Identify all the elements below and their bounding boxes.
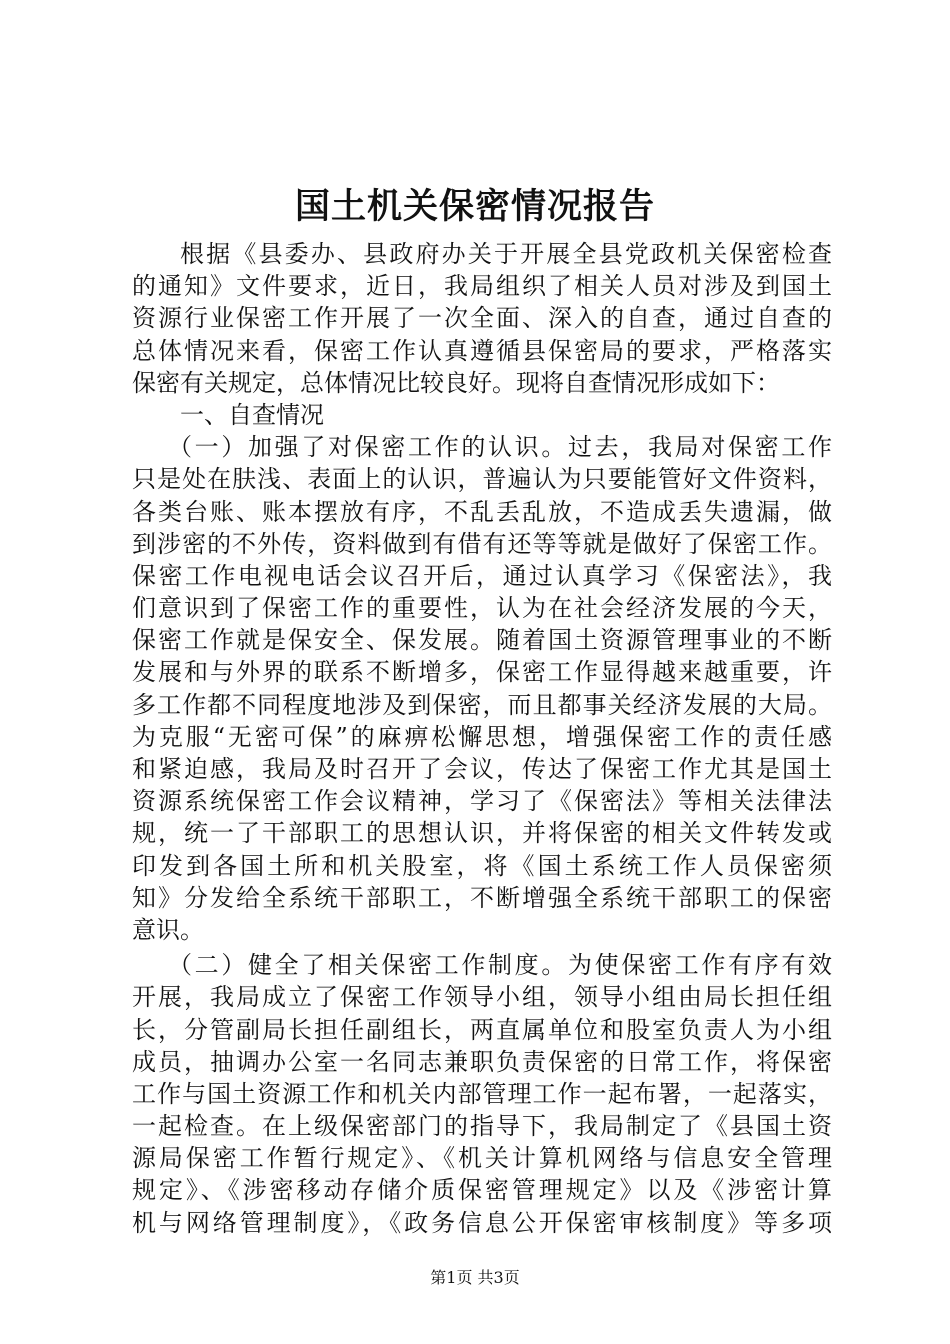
page-footer: 第1页 共3页 [430, 1268, 520, 1287]
text-line: 印发到各国土所和机关股室，将《国土系统工作人员保密须 [132, 851, 832, 880]
text-line: 长，分管副局长担任副组长，两直属单位和股室负责人为小组 [132, 1015, 832, 1044]
text-line: 到涉密的不外传，资料做到有借有还等等就是做好了保密工作。 [132, 529, 832, 558]
text-line: 只是处在肤浅、表面上的认识，普遍认为只要能管好文件资料， [132, 465, 832, 494]
text-line: 知》分发给全系统干部职工，不断增强全系统干部职工的保密 [132, 883, 832, 912]
text-line: 资源行业保密工作开展了一次全面、深入的自查，通过自查的 [132, 304, 832, 333]
text-line: 保密工作电视电话会议召开后，通过认真学习《保密法》，我 [132, 561, 832, 590]
document-title: 国土机关保密情况报告 [294, 186, 655, 227]
text-line: 为克服“无密可保”的麻痹松懈思想，增强保密工作的责任感 [132, 722, 832, 751]
section-heading: 一、自查情况 [180, 400, 324, 429]
text-line: 发展和与外界的联系不断增多，保密工作显得越来越重要，许 [132, 658, 832, 687]
text-line: 机与网络管理制度》，《政务信息公开保密审核制度》等多项 [132, 1208, 832, 1237]
text-line: 根据《县委办、县政府办关于开展全县党政机关保密检查 [180, 240, 832, 268]
text-line: （一）加强了对保密工作的认识。过去，我局对保密工作 [168, 433, 832, 462]
text-line: 和紧迫感，我局及时召开了会议，传达了保密工作尤其是国土 [132, 755, 832, 783]
text-line: 们意识到了保密工作的重要性，认为在社会经济发展的今天， [132, 594, 832, 623]
text-line: 总体情况来看，保密工作认真遵循县保密局的要求，严格落实 [132, 336, 832, 365]
text-line: 资源系统保密工作会议精神，学习了《保密法》等相关法律法 [132, 787, 832, 816]
text-line: 规，统一了干部职工的思想认识，并将保密的相关文件转发或 [132, 819, 832, 848]
text-line: 多工作都不同程度地涉及到保密，而且都事关经济发展的大局。 [132, 690, 832, 719]
text-line: （二）健全了相关保密工作制度。为使保密工作有序有效 [168, 951, 832, 980]
text-line: 规定》、《涉密移动存储介质保密管理规定》以及《涉密计算 [132, 1176, 832, 1205]
text-line: 一起检查。在上级保密部门的指导下，我局制定了《县国土资 [132, 1112, 832, 1141]
text-line: 意识。 [132, 915, 204, 944]
text-line: 各类台账、账本摆放有序，不乱丢乱放，不造成丢失遗漏，做 [132, 497, 832, 526]
text-line: 保密工作就是保安全、保发展。随着国土资源管理事业的不断 [132, 626, 832, 655]
text-line: 开展，我局成立了保密工作领导小组，领导小组由局长担任组 [132, 983, 832, 1012]
text-line: 源局保密工作暂行规定》、《机关计算机网络与信息安全管理 [132, 1144, 832, 1173]
document-body [132, 238, 832, 1239]
text-line: 的通知》文件要求，近日，我局组织了相关人员对涉及到国土 [132, 272, 832, 301]
text-line: 成员，抽调办公室一名同志兼职负责保密的日常工作，将保密 [132, 1047, 832, 1076]
text-line: 保密有关规定，总体情况比较良好。现将自查情况形成如下： [132, 368, 780, 397]
text-line: 工作与国土资源工作和机关内部管理工作一起布署，一起落实， [132, 1079, 832, 1108]
